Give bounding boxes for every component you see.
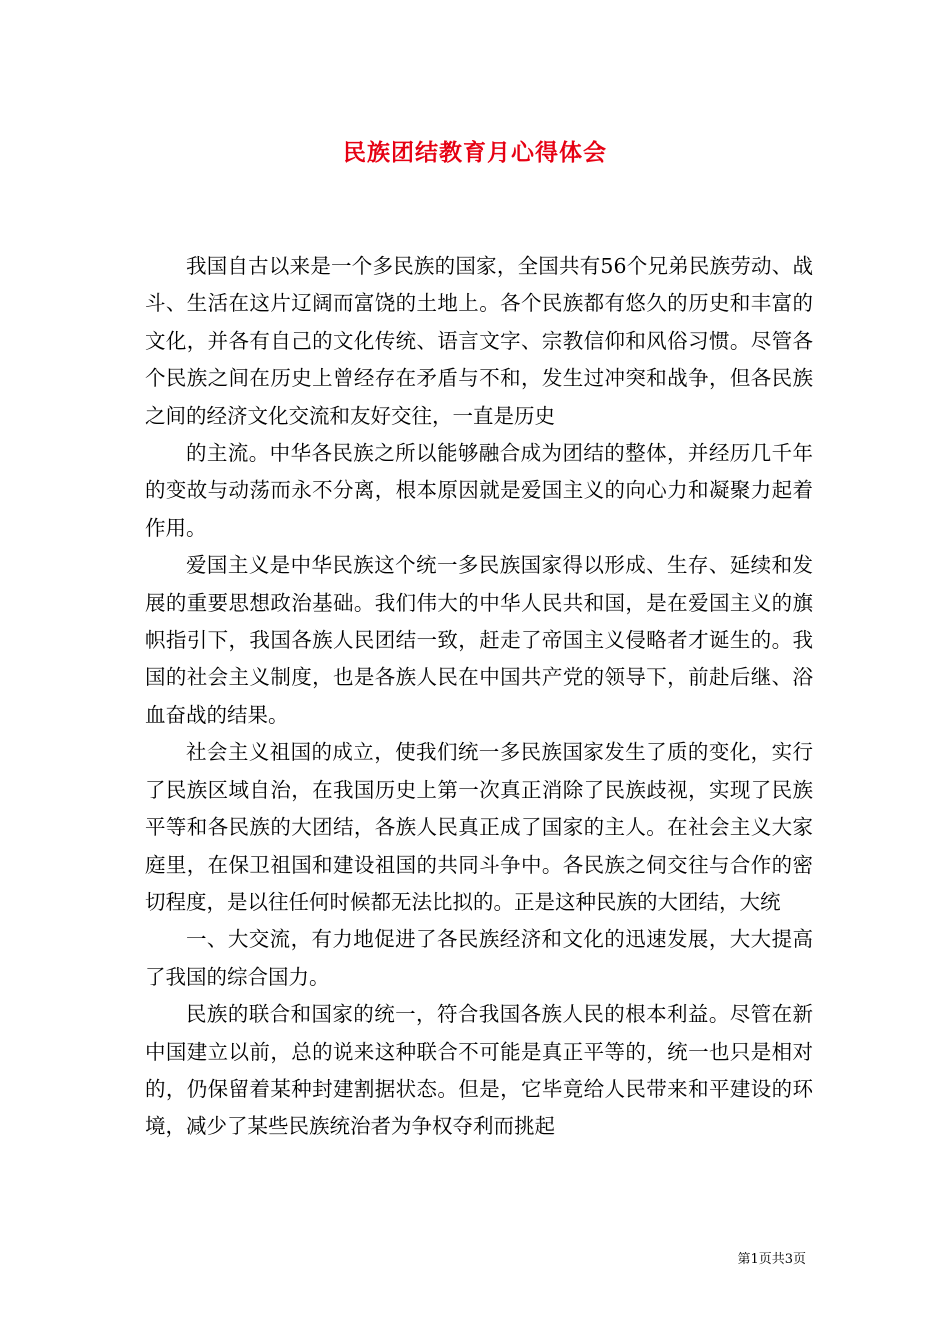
paragraph-3: 爱国主义是中华民族这个统一多民族国家得以形成、生存、延续和发展的重要思想政治基础。我们伟大的中华人民共和国，是在爱国主义的旗帜指引下，我国各族人民团结一致，赶走了帝国主义侵略者才诞生的。我国的社会主义制度，也是各族人民在中国共产党的领导下，前赴后继、浴血奋战的结果。 <box>145 553 813 727</box>
document-body <box>145 248 813 1146</box>
paragraph-5: 一、大交流，有力地促进了各民族经济和文化的迅速发展，大大提高了我国的综合国力。 <box>145 927 813 989</box>
paragraph-2: 的主流。中华各民族之所以能够融合成为团结的整体，并经历几千年的变故与动荡而永不分离，根本原因就是爱国主义的向心力和凝聚力起着作用。 <box>145 441 813 540</box>
paragraph-1: 我国自古以来是一个多民族的国家，全国共有56个兄弟民族劳动、战斗、生活在这片辽阔而富饶的土地上。各个民族都有悠久的历史和丰富的文化，并各有自己的文化传统、语言文字、宗教信仰和风俗习惯。尽管各个民族之间在历史上曾经存在矛盾与不和，发生过冲突和战争，但各民族之间的经济文化交流和友好交往，一直是历史 <box>145 254 813 428</box>
document-title: 民族团结教育月心得体会 <box>343 139 607 166</box>
paragraph-6: 民族的联合和国家的统一，符合我国各族人民的根本利益。尽管在新中国建立以前，总的说来这种联合不可能是真正平等的，统一也只是相对的，仍保留着某种封建割据状态。但是，它毕竟给人民带来和平建设的环境，减少了某些民族统治者为争权夺利而挑起 <box>145 1002 813 1139</box>
paragraph-4: 社会主义祖国的成立，使我们统一多民族国家发生了质的变化，实行了民族区域自治，在我国历史上第一次真正消除了民族歧视，实现了民族平等和各民族的大团结，各族人民真正成了国家的主人。在社会主义大家庭里，在保卫祖国和建设祖国的共同斗争中。各民族之伺交往与合作的密切程度，是以往任何时候都无法比拟的。正是这种民族的大团结，大统 <box>145 740 813 914</box>
page-indicator: 第1页共3页 <box>737 1252 806 1267</box>
